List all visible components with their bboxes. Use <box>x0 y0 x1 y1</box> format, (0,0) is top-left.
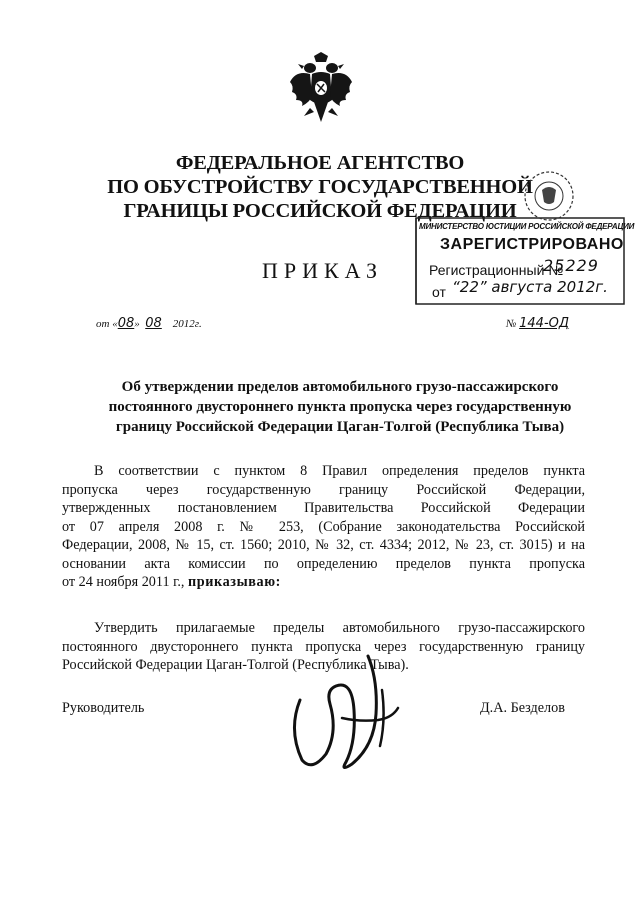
paragraph-1-line: утвержденных постановлением Правительства Российской Федерации <box>62 500 585 516</box>
stamp-regnum-label: Регистрационный № <box>429 262 564 278</box>
agency-name-line-2: ПО ОБУСТРОЙСТВУ ГОСУДАРСТВЕННОЙ <box>107 176 533 198</box>
order-title: ПРИКАЗ <box>262 258 384 283</box>
paragraph-1-last-text: от 24 ноября 2011 г., <box>62 574 188 590</box>
paragraph-2-line: Утвердить прилагаемые пределы автомобильного грузо-пассажирского <box>94 620 585 636</box>
paragraph-1-line: от 07 апреля 2008 г. № 253, (Собрание законодательства Российской <box>62 518 585 535</box>
document-heading-line-1: Об утверждении пределов автомобильного грузо-пассажирского <box>121 379 559 395</box>
order-number-value: 144-ОД <box>519 316 570 331</box>
order-number <box>506 316 569 331</box>
order-date-prefix: от « <box>96 318 118 330</box>
order-date-mid: » <box>134 318 140 330</box>
order-date-month: 08 <box>145 316 162 331</box>
paragraph-1-line: пропуска через государственную границу Российской Федерации, <box>62 481 585 498</box>
paragraph-2-line: постоянного двустороннего пункта пропуска через государственную границу <box>62 638 585 655</box>
paragraph-1-last-line <box>62 573 585 592</box>
order-date-year: 2012г. <box>172 318 202 330</box>
order-directive: приказываю: <box>187 574 281 590</box>
stamp-regnum-value: 25229 <box>543 256 599 275</box>
order-number-prefix: № <box>506 318 517 330</box>
handwritten-signature-icon <box>282 650 414 774</box>
russian-double-headed-eagle-icon <box>288 52 354 130</box>
stamp-date-value: “22” августа 2012г. <box>452 278 608 296</box>
document-heading-line-3: границу Российской Федерации Цаган-Толгой (Республика Тыва) <box>115 419 565 435</box>
agency-name-line-1: ФЕДЕРАЛЬНОЕ АГЕНТСТВО <box>175 152 465 174</box>
paragraph-1-line: основании акта комиссии по определению пределов пункта пропуска <box>62 555 585 572</box>
stamp-ministry: МИНИСТЕРСТВО ЮСТИЦИИ РОССИЙСКОЙ ФЕДЕРАЦИИ <box>419 222 635 231</box>
signatory-role: Руководитель <box>62 700 145 716</box>
paragraph-2-line: Российской Федерации Цаган-Толгой (Республика Тыва). <box>62 657 409 673</box>
paragraph-1-line: В соответствии с пунктом 8 Правил определения пределов пункта <box>94 463 585 479</box>
stamp-registered: ЗАРЕГИСТРИРОВАНО <box>440 236 624 253</box>
paragraph-1-line: Федерации, 2008, № 15, ст. 1560; 2010, № 32, ст. 4334; 2012, № 23, ст. 3015) и на <box>62 537 585 553</box>
order-date <box>96 316 202 331</box>
signatory-name: Д.А. Безделов <box>480 700 565 716</box>
agency-name-line-3: ГРАНИЦЫ РОССИЙСКОЙ ФЕДЕРАЦИИ <box>123 200 517 222</box>
order-date-day: 08 <box>117 316 135 331</box>
stamp-date-prefix: от <box>432 284 446 300</box>
document-heading-line-2: постоянного двустороннего пункта пропуска через государственную <box>108 399 572 415</box>
